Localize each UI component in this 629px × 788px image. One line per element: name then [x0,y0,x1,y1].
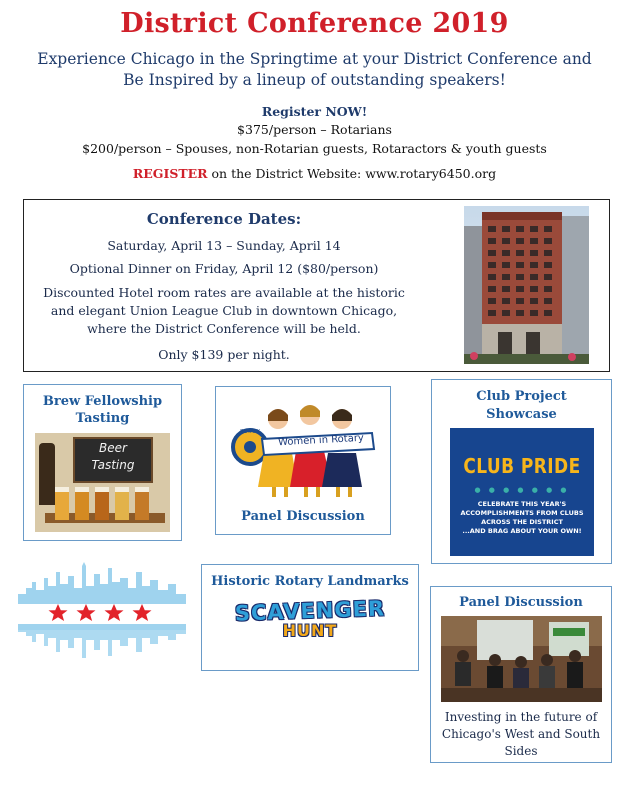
panel-photo [441,616,602,702]
women-in-rotary-card [215,386,391,535]
club-project-card [431,379,612,564]
women-in-rotary-pin-image [228,395,380,499]
club-pride-text-1: CELEBRATE THIS YEAR'S [477,500,567,508]
dates-line: Saturday, April 13 – Sunday, April 14 [107,238,341,253]
hunt-word: HUNT [282,621,338,640]
club-pride-text-3: ACROSS THE DISTRICT [481,518,563,526]
landmarks-title: Historic Rotary Landmarks [211,574,409,589]
club-pride-text-4: ...AND BRAG ABOUT YOUR OWN! [462,527,582,535]
chalkboard-text-2: Tasting [91,458,135,472]
chalkboard-text-1: Beer [99,441,127,455]
scavenger-word: SCAVENGER [234,596,386,626]
scavenger-hunt-logo [226,596,394,661]
panel-discussion-card [430,586,612,763]
register-website-line [0,166,629,181]
rotary-seal-text: ROTARY [240,429,260,435]
beer-tasting-image [35,433,170,532]
subtitle-line-2: Be Inspired by a lineup of outstanding speakers! [123,71,506,89]
price-guests: $200/person – Spouses, non-Rotarian guests, Rotaractors & youth guests [82,141,547,156]
panel-caption-line-1: Investing in the future of [444,710,598,724]
register-word: REGISTER [132,166,208,181]
beer-glass [135,487,149,520]
beer-glass [115,487,129,520]
chalkboard-sign [73,437,153,483]
beer-glass [55,487,69,520]
panel-title: Panel Discussion [459,595,583,610]
hotel-building-image [464,206,589,364]
hotel-price-line: Only $139 per night. [158,347,290,362]
hotel-line-2: and elegant Union League Club in downtown Chicago, [50,303,398,318]
brew-title-line-1: Brew Fellowship [42,394,163,409]
brew-title-line-2: Tasting [75,411,130,426]
website-text: on the District Website: www.rotary6450.org [207,166,497,181]
register-now-heading: Register NOW! [261,104,368,119]
optional-dinner-line: Optional Dinner on Friday, April 12 ($80/person) [69,261,379,276]
page-title: District Conference 2019 [120,8,509,39]
conference-dates-box [23,199,610,372]
panel-caption-line-2: Chicago's West and South [441,727,601,741]
beer-glass [95,487,109,520]
club-pride-graphic [450,428,594,556]
club-title-line-2: Showcase [486,407,557,422]
conference-dates-heading: Conference Dates: [146,210,302,228]
subtitle-line-1: Experience Chicago in the Springtime at your District Conference and [37,50,592,68]
beer-glass [75,487,89,520]
chicago-skyline-flag-image [18,560,186,662]
pin-ribbon-text: Women in Rotary [277,432,365,449]
price-rotarians: $375/person – Rotarians [237,122,392,137]
hotel-line-1: Discounted Hotel room rates are available at the historic [43,285,405,300]
club-title-line-1: Club Project [476,389,567,404]
club-pride-text-2: ACCOMPLISHMENTS FROM CLUBS [460,509,584,517]
club-pride-banner: CLUB PRIDE [463,454,581,478]
beer-bottle [39,443,55,505]
women-panel-caption: Panel Discussion [241,509,365,524]
panel-caption-line-3: Sides [504,744,538,758]
brew-fellowship-card [23,384,182,541]
dot-divider: ● ● ● ● ● ● ● [474,486,570,494]
historic-landmarks-card [201,564,419,671]
hotel-line-3: where the District Conference will be held. [87,321,361,336]
